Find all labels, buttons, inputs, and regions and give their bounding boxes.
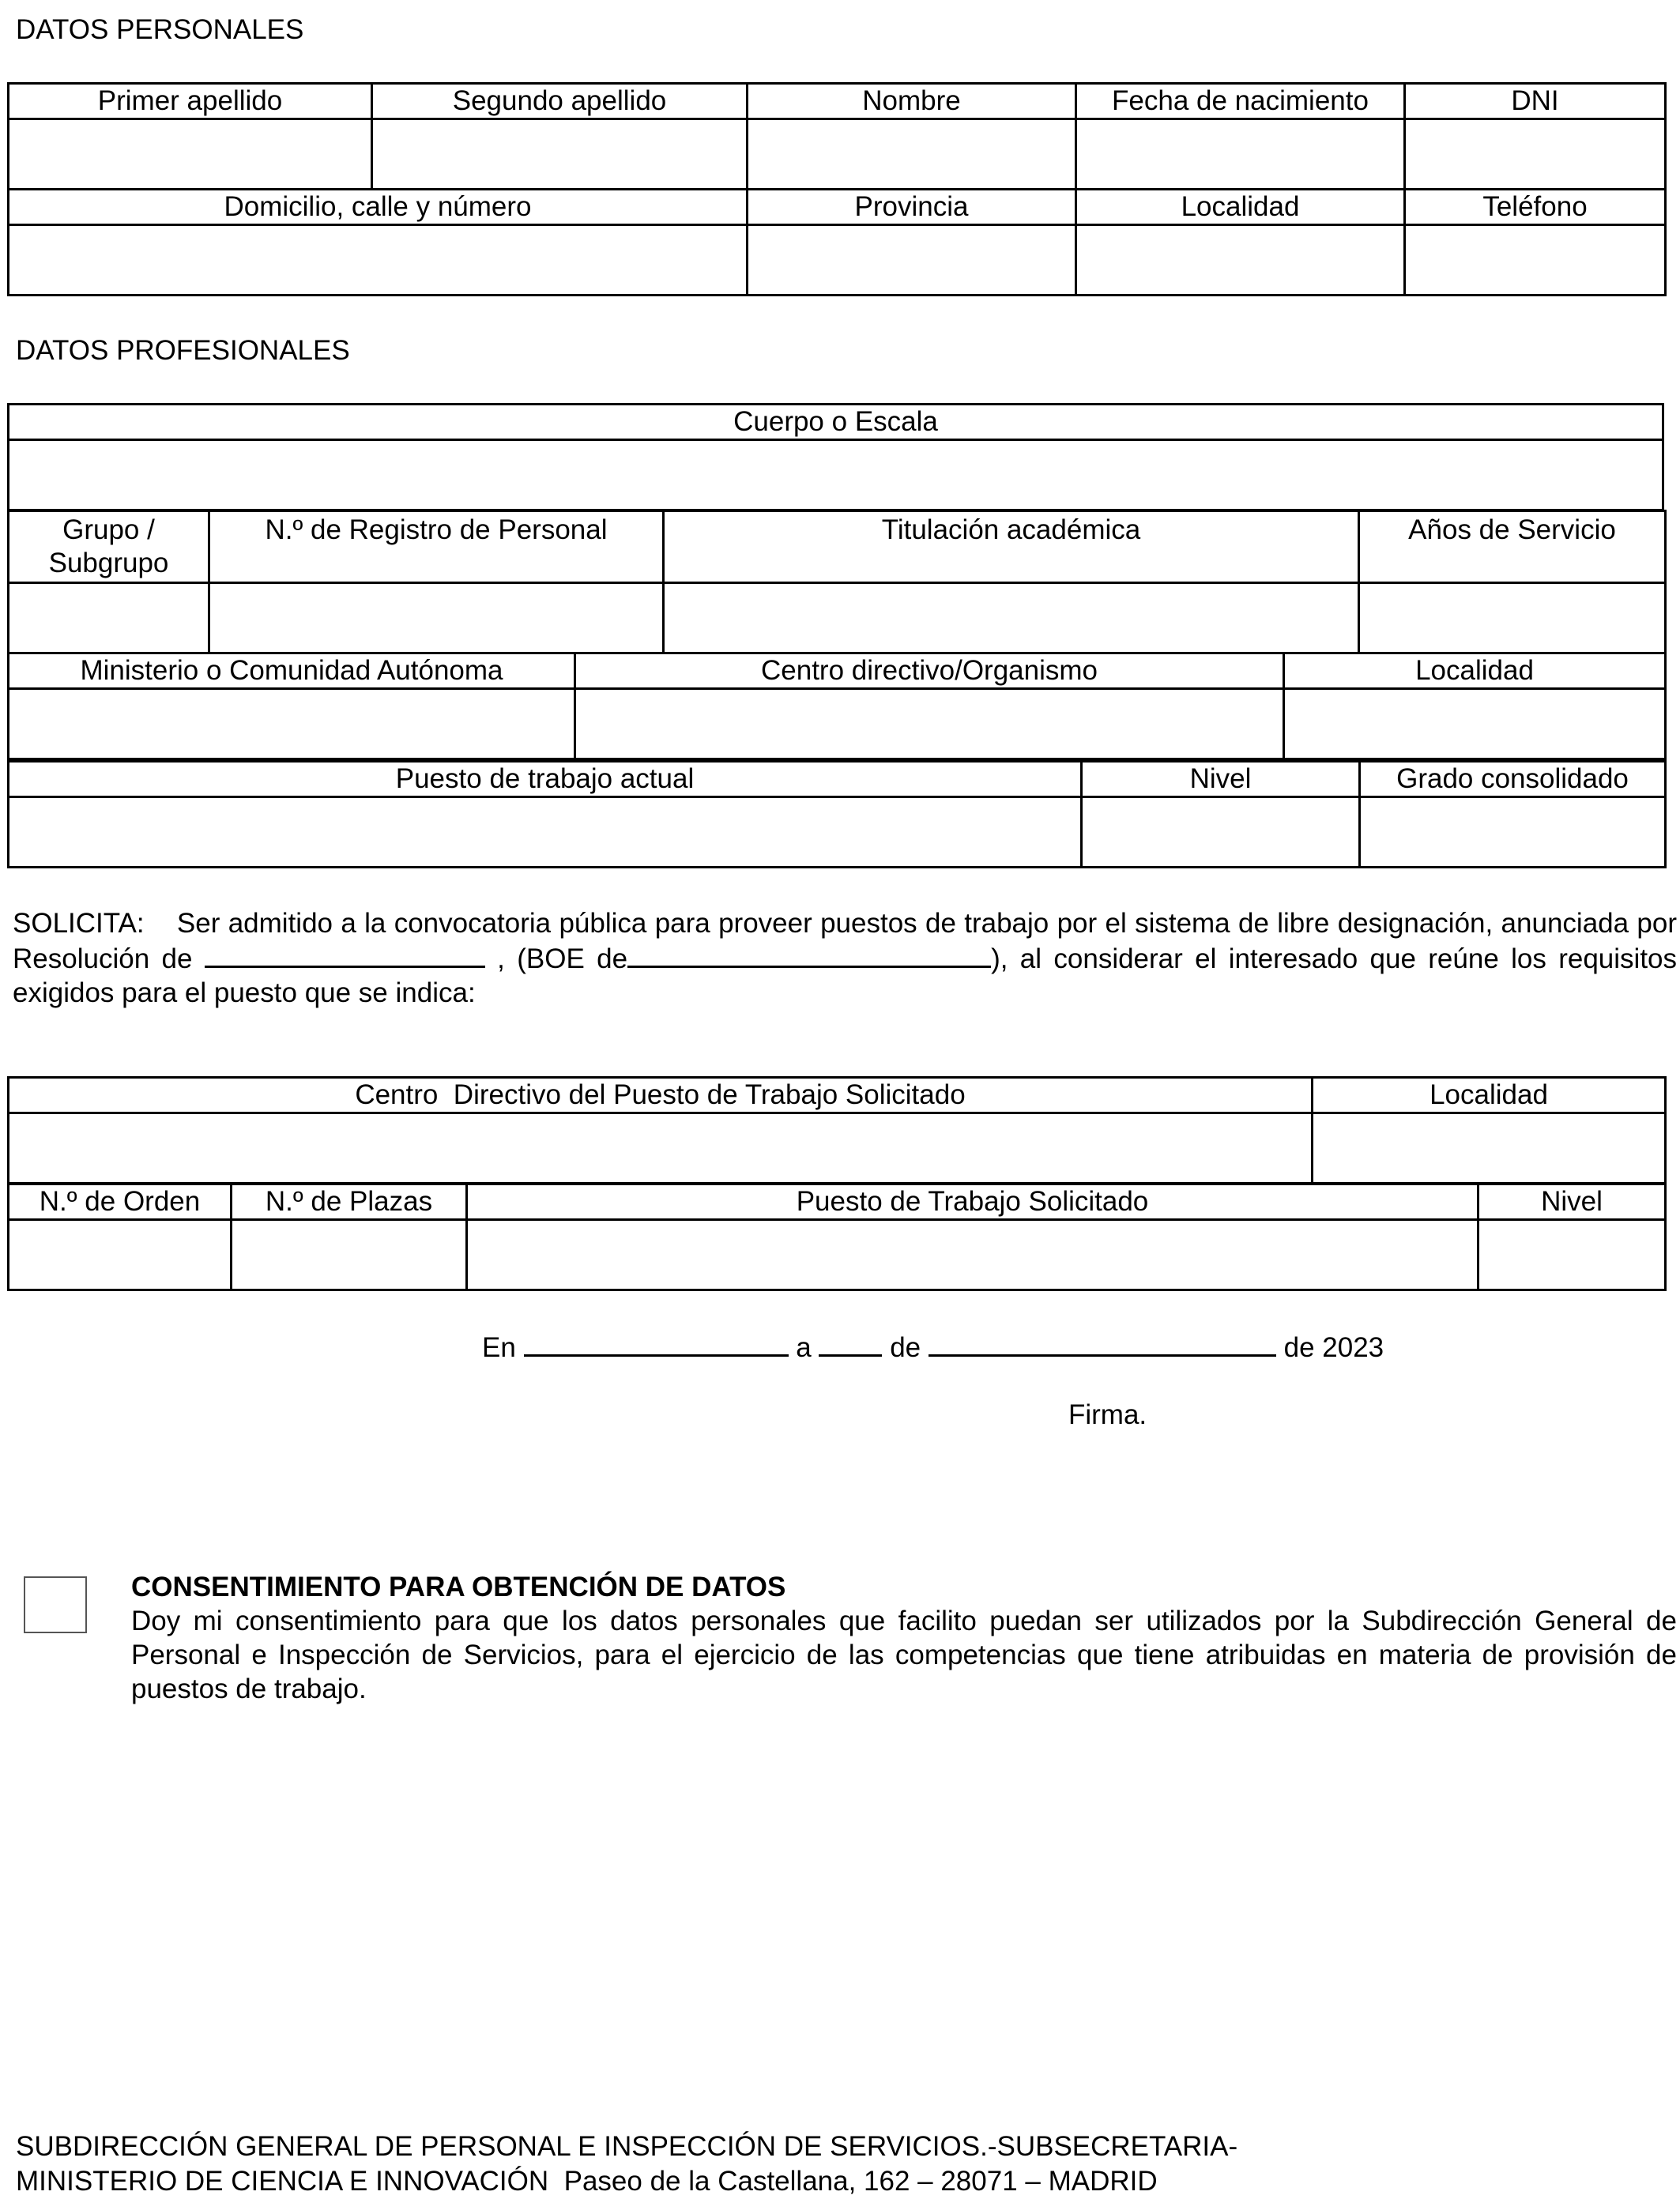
localidad-field[interactable] xyxy=(1076,225,1405,296)
primer-apellido-label: Primer apellido xyxy=(9,84,372,119)
personal-data-table xyxy=(7,82,1667,296)
anos-servicio-label: Años de Servicio xyxy=(1359,511,1666,583)
boe-date-blank[interactable] xyxy=(627,940,991,968)
localidad-label: Localidad xyxy=(1076,190,1405,225)
footer-ministry: MINISTERIO DE CIENCIA E INNOVACIÓN xyxy=(16,2166,549,2197)
grado-label: Grado consolidado xyxy=(1360,762,1666,797)
provincia-label: Provincia xyxy=(748,190,1076,225)
solicita-label: SOLICITA: xyxy=(13,908,145,939)
nivel-field[interactable] xyxy=(1082,797,1360,868)
nivel-solicitado-field[interactable] xyxy=(1478,1220,1666,1290)
day-blank[interactable] xyxy=(819,1329,882,1357)
place-blank[interactable] xyxy=(524,1329,789,1357)
localidad-prof-label: Localidad xyxy=(1284,653,1666,689)
centro-directivo-field[interactable] xyxy=(575,689,1284,759)
consent-body: Doy mi consentimiento para que los datos personales que facilito puedan ser utilizados por la Subdirección General de Personal e Inspección de Servicios, para el ejercicio de las competencias que tiene atribuidas en materia de provisión de puestos de trabajo. xyxy=(131,1606,1677,1704)
segundo-apellido-label: Segundo apellido xyxy=(372,84,748,119)
ministerio-field[interactable] xyxy=(9,689,575,759)
date-en-text: En xyxy=(482,1332,516,1363)
section-heading-profesional: DATOS PROFESIONALES xyxy=(16,335,350,366)
grupo-label-line2: Subgrupo xyxy=(48,548,169,578)
nombre-label: Nombre xyxy=(748,84,1076,119)
registro-label: N.º de Registro de Personal xyxy=(209,511,664,583)
dni-field[interactable] xyxy=(1405,119,1666,190)
grupo-field[interactable] xyxy=(9,583,209,653)
fecha-nacimiento-field[interactable] xyxy=(1076,119,1405,190)
professional-grupo-table xyxy=(7,510,1667,654)
grupo-label-line1: Grupo / xyxy=(62,514,155,545)
date-year-text: de 2023 xyxy=(1283,1332,1384,1363)
footer-line-1: SUBDIRECCIÓN GENERAL DE PERSONAL E INSPECCIÓN DE SERVICIOS.-SUBSECRETARIA- xyxy=(16,2131,1238,2162)
titulacion-label: Titulación académica xyxy=(664,511,1359,583)
plazas-label: N.º de Plazas xyxy=(232,1184,467,1220)
solicita-text-3: ), al considerar el interesado que reúne los requisitos exigidos para el puesto que se indica: xyxy=(13,943,1678,1008)
firma-label: Firma. xyxy=(1068,1399,1147,1430)
localidad-prof-field[interactable] xyxy=(1284,689,1666,759)
segundo-apellido-field[interactable] xyxy=(372,119,748,190)
fecha-nacimiento-label: Fecha de nacimiento xyxy=(1076,84,1405,119)
professional-puesto-table xyxy=(7,760,1667,868)
consent-title: CONSENTIMIENTO PARA OBTENCIÓN DE DATOS xyxy=(131,1572,786,1602)
grado-field[interactable] xyxy=(1360,797,1666,868)
titulacion-field[interactable] xyxy=(664,583,1359,653)
centro-solicitado-label: Centro Directivo del Puesto de Trabajo Solicitado xyxy=(9,1078,1313,1113)
section-heading-personal: DATOS PERSONALES xyxy=(16,14,304,45)
domicilio-label: Domicilio, calle y número xyxy=(9,190,748,225)
anos-servicio-field[interactable] xyxy=(1359,583,1666,653)
solicita-text-1: Ser admitido a la convocatoria pública para proveer puestos de trabajo por el sistema de libre designación, anunciada por Resolución de xyxy=(13,908,1677,974)
puesto-actual-field[interactable] xyxy=(9,797,1082,868)
telefono-field[interactable] xyxy=(1405,225,1666,296)
puesto-solicitado-field[interactable] xyxy=(467,1220,1478,1290)
localidad-solicitada-field[interactable] xyxy=(1313,1113,1666,1184)
puesto-actual-label: Puesto de trabajo actual xyxy=(9,762,1082,797)
consent-checkbox[interactable] xyxy=(24,1576,87,1633)
footer-line-2 xyxy=(16,2164,1237,2199)
requested-puesto-table xyxy=(7,1183,1667,1291)
nivel-label: Nivel xyxy=(1082,762,1360,797)
primer-apellido-field[interactable] xyxy=(9,119,372,190)
date-line xyxy=(482,1329,1384,1365)
requested-centro-table xyxy=(7,1076,1667,1184)
centro-solicitado-field[interactable] xyxy=(9,1113,1313,1184)
orden-label: N.º de Orden xyxy=(9,1184,232,1220)
grupo-label xyxy=(9,511,209,583)
footer xyxy=(16,2129,1237,2199)
nivel-solicitado-label: Nivel xyxy=(1478,1184,1666,1220)
ministerio-label: Ministerio o Comunidad Autónoma xyxy=(9,653,575,689)
footer-address: Paseo de la Castellana, 162 – 28071 – MADRID xyxy=(548,2166,1158,2197)
plazas-field[interactable] xyxy=(232,1220,467,1290)
professional-cuerpo-table xyxy=(7,403,1664,511)
month-blank[interactable] xyxy=(929,1329,1276,1357)
registro-field[interactable] xyxy=(209,583,664,653)
solicita-text-2: , (BOE de xyxy=(497,943,628,974)
domicilio-field[interactable] xyxy=(9,225,748,296)
resolucion-blank[interactable] xyxy=(205,940,485,968)
telefono-label: Teléfono xyxy=(1405,190,1666,225)
orden-field[interactable] xyxy=(9,1220,232,1290)
date-a-text: a xyxy=(796,1332,812,1363)
cuerpo-field[interactable] xyxy=(9,440,1663,510)
solicita-paragraph xyxy=(13,906,1677,1010)
provincia-field[interactable] xyxy=(748,225,1076,296)
cuerpo-label: Cuerpo o Escala xyxy=(9,405,1663,440)
date-de-text: de xyxy=(890,1332,921,1363)
nombre-field[interactable] xyxy=(748,119,1076,190)
puesto-solicitado-label: Puesto de Trabajo Solicitado xyxy=(467,1184,1478,1220)
professional-ministerio-table xyxy=(7,652,1667,760)
centro-directivo-label: Centro directivo/Organismo xyxy=(575,653,1284,689)
dni-label: DNI xyxy=(1405,84,1666,119)
localidad-solicitada-label: Localidad xyxy=(1313,1078,1666,1113)
consent-block xyxy=(131,1570,1677,1706)
